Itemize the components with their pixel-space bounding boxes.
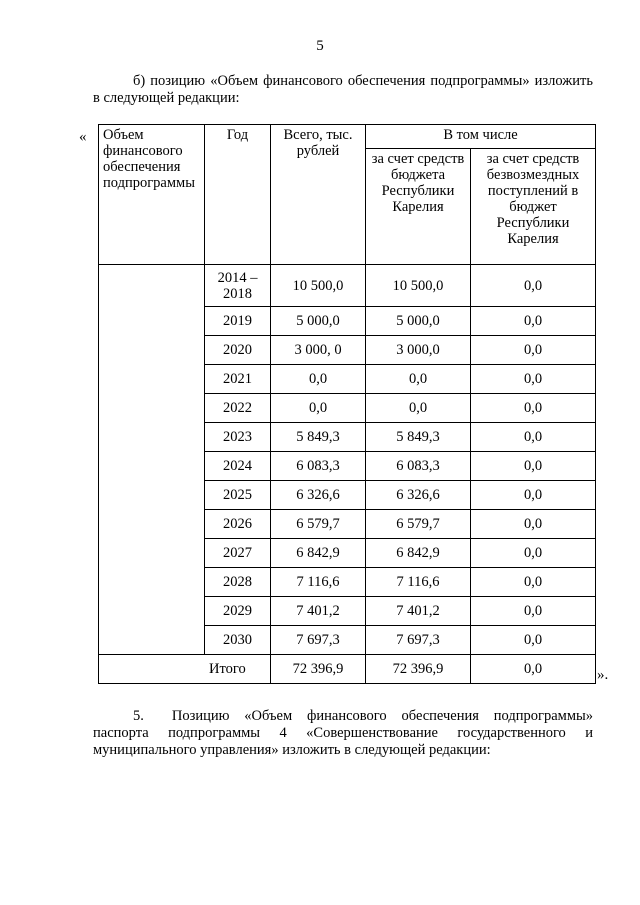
grants-cell: 0,0 xyxy=(471,423,596,452)
header-position: Объем финансового обеспечения подпрограммы xyxy=(99,125,205,265)
total-cell: 10 500,0 xyxy=(271,265,366,307)
year-cell: 2029 xyxy=(205,597,271,626)
header-including: В том числе xyxy=(366,125,596,149)
grants-cell: 0,0 xyxy=(471,481,596,510)
budget-cell: 6 842,9 xyxy=(366,539,471,568)
budget-cell: 0,0 xyxy=(366,394,471,423)
grants-cell: 0,0 xyxy=(471,655,596,684)
year-cell: 2020 xyxy=(205,336,271,365)
financing-table xyxy=(98,124,596,684)
budget-cell: 7 116,6 xyxy=(366,568,471,597)
grants-cell: 0,0 xyxy=(471,394,596,423)
total-cell: 6 326,6 xyxy=(271,481,366,510)
item5-paragraph xyxy=(93,708,593,759)
header-total: Всего, тыс. рублей xyxy=(271,125,366,265)
total-cell: 7 116,6 xyxy=(271,568,366,597)
grants-cell: 0,0 xyxy=(471,568,596,597)
empty-position-cell xyxy=(99,265,205,655)
item5-text: Позицию «Объем финансового обеспечения подпрограммы» паспорта подпрограммы 4 «Совершенствование государственного и муниципального управления» изложить в следующей редакции: xyxy=(93,708,593,758)
table-header xyxy=(99,125,596,265)
budget-cell: 7 401,2 xyxy=(366,597,471,626)
year-cell: 2025 xyxy=(205,481,271,510)
total-cell: 5 000,0 xyxy=(271,307,366,336)
total-cell: 6 083,3 xyxy=(271,452,366,481)
budget-cell: 10 500,0 xyxy=(366,265,471,307)
total-cell: 0,0 xyxy=(271,394,366,423)
table-body xyxy=(99,265,596,684)
budget-cell: 7 697,3 xyxy=(366,626,471,655)
total-cell: 3 000, 0 xyxy=(271,336,366,365)
table-row xyxy=(99,655,596,684)
total-cell: 0,0 xyxy=(271,365,366,394)
budget-cell: 72 396,9 xyxy=(366,655,471,684)
budget-cell: 5 849,3 xyxy=(366,423,471,452)
grants-cell: 0,0 xyxy=(471,510,596,539)
total-cell: 5 849,3 xyxy=(271,423,366,452)
budget-cell: 0,0 xyxy=(366,365,471,394)
budget-cell: 6 579,7 xyxy=(366,510,471,539)
intro-paragraph xyxy=(93,73,593,107)
page-number: 5 xyxy=(316,38,324,54)
header-budget: за счет средств бюджета Республики Карелия xyxy=(366,149,471,265)
year-cell: 2027 xyxy=(205,539,271,568)
grants-cell: 0,0 xyxy=(471,265,596,307)
intro-text: б) позицию «Объем финансового обеспечения подпрограммы» изложить в следующей редакции: xyxy=(93,73,593,106)
grants-cell: 0,0 xyxy=(471,365,596,394)
total-cell: 72 396,9 xyxy=(271,655,366,684)
year-cell: 2014 – 2018 xyxy=(205,265,271,307)
year-cell: 2019 xyxy=(205,307,271,336)
grants-cell: 0,0 xyxy=(471,597,596,626)
grants-cell: 0,0 xyxy=(471,539,596,568)
header-year: Год xyxy=(205,125,271,265)
year-cell: 2021 xyxy=(205,365,271,394)
year-cell: 2030 xyxy=(205,626,271,655)
grants-cell: 0,0 xyxy=(471,452,596,481)
grants-cell: 0,0 xyxy=(471,626,596,655)
year-cell: 2022 xyxy=(205,394,271,423)
header-grants: за счет средств безвозмездных поступлений в бюджет Республики Карелия xyxy=(471,149,596,265)
closing-quote: ». xyxy=(597,667,609,683)
budget-cell: 5 000,0 xyxy=(366,307,471,336)
grants-cell: 0,0 xyxy=(471,307,596,336)
total-label-cell: Итого xyxy=(99,655,271,684)
grants-cell: 0,0 xyxy=(471,336,596,365)
total-cell: 6 842,9 xyxy=(271,539,366,568)
budget-cell: 6 326,6 xyxy=(366,481,471,510)
total-cell: 7 697,3 xyxy=(271,626,366,655)
total-cell: 7 401,2 xyxy=(271,597,366,626)
budget-cell: 3 000,0 xyxy=(366,336,471,365)
year-cell: 2023 xyxy=(205,423,271,452)
year-cell: 2026 xyxy=(205,510,271,539)
item5-number: 5. xyxy=(133,708,144,724)
opening-quote: « xyxy=(79,129,87,145)
year-cell: 2024 xyxy=(205,452,271,481)
table-row xyxy=(99,265,596,307)
total-cell: 6 579,7 xyxy=(271,510,366,539)
year-cell: 2028 xyxy=(205,568,271,597)
budget-cell: 6 083,3 xyxy=(366,452,471,481)
